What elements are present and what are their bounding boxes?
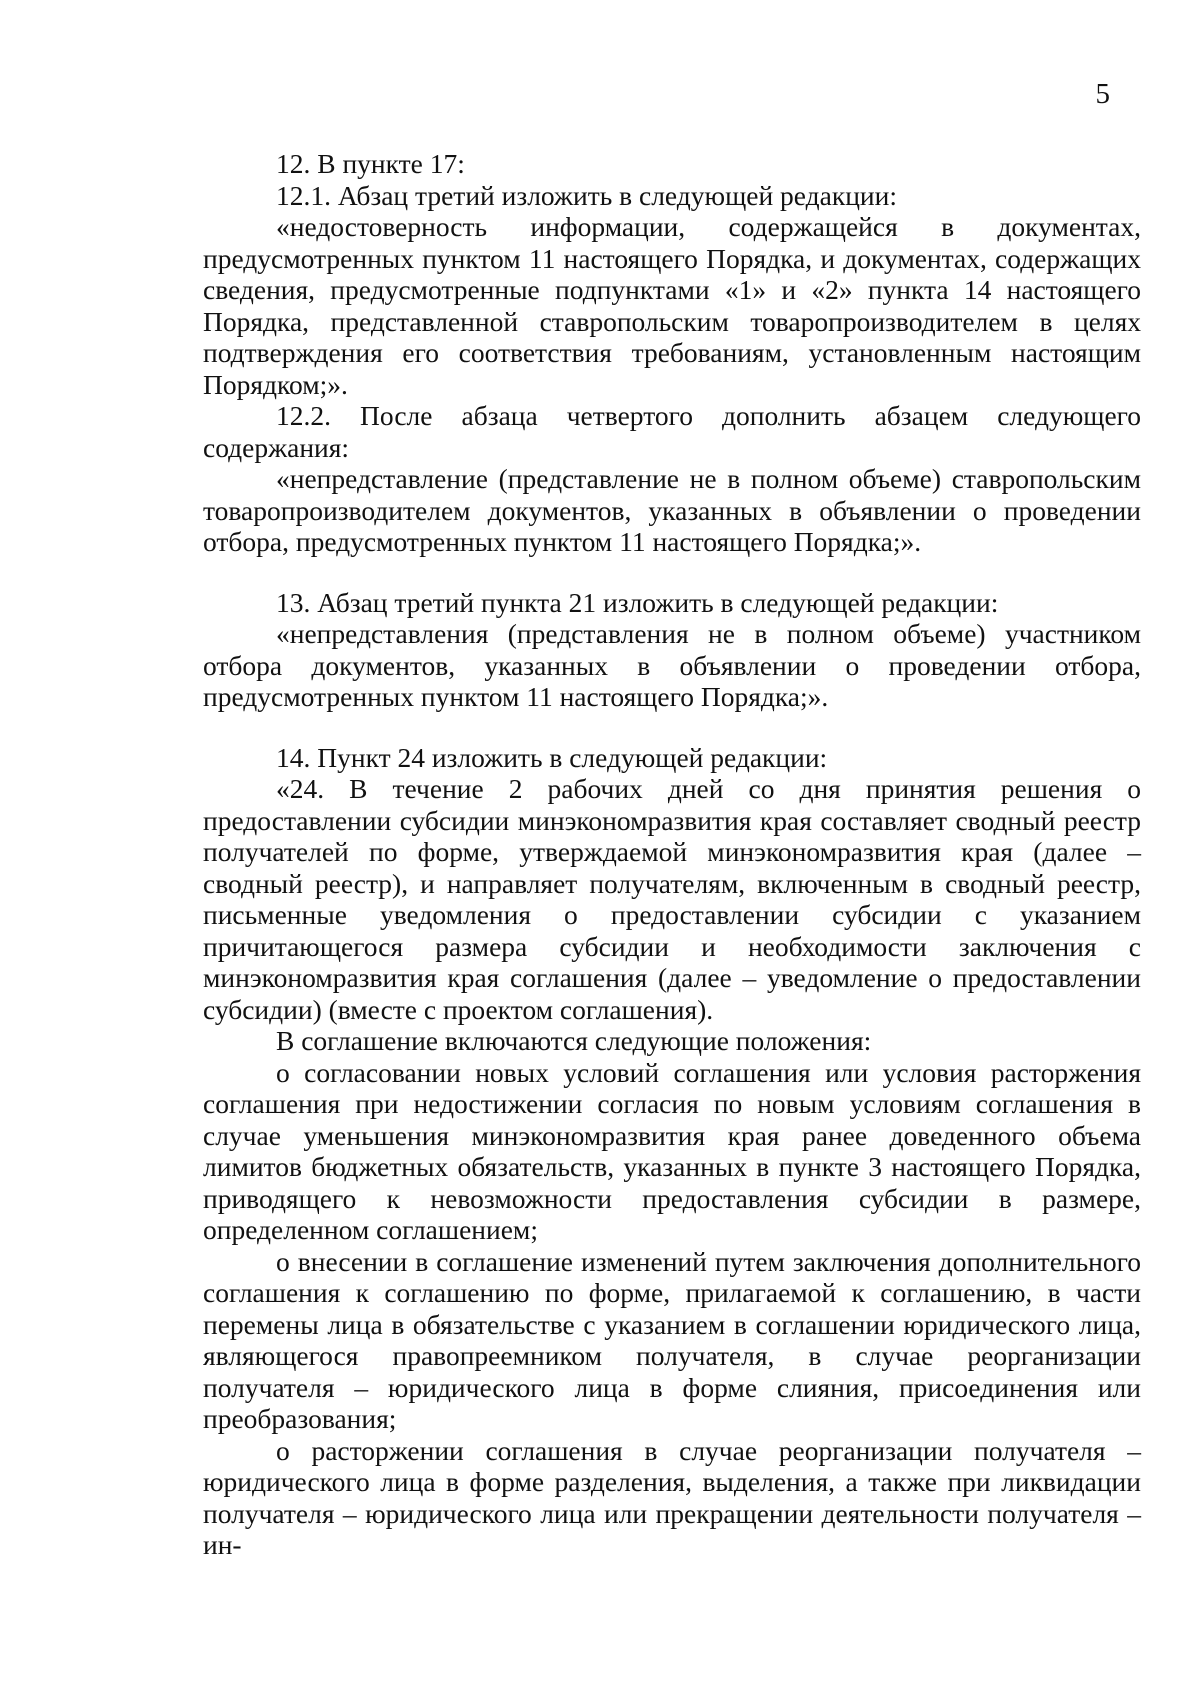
paragraph-quote-13: «непредставления (представления не в полном объеме) участником отбора документов, указанных в объявлении о проведении отбора, предусмотренных пунктом 11 настоящего Порядка;».	[203, 618, 1141, 712]
page-number: 5	[1095, 78, 1110, 110]
paragraph-item-12: 12. В пункте 17:	[276, 148, 465, 179]
paragraph-quote-12-1: «недостоверность информации, содержащейся в документах, предусмотренных пунктом 11 настоящего Порядка, и документах, содержащих сведения, предусмотренные подпунктами «1» и «2» пункта 14 настоящего Порядка, представленной ставропольским товаропроизводителем в целях подтверждения его соответствия требованиям, установленным настоящим Порядком;».	[203, 211, 1141, 400]
paragraph-subitem-12-1: 12.1. Абзац третий изложить в следующей редакции:	[276, 179, 897, 211]
paragraph-agreement-clause-2: о внесении в соглашение изменений путем заключения дополнительного соглашения к соглашению по форме, прилагаемой к соглашению, в части перемены лица в обязательстве с указанием в соглашении юридического лица, являющегося правопреемником получателя, в случае реорганизации получателя – юридического лица в форме слияния, присоединения или преобразования;	[203, 1245, 1141, 1434]
paragraph-agreement-clause-1: о согласовании новых условий соглашения или условия расторжения соглашения при недостижении согласия по новым условиям соглашения в случае уменьшения минэкономразвития края ранее доведенного объема лимитов бюджетных обязательств, указанных в пункте 3 настоящего Порядка, приводящего к невозможности предоставления субсидии в размере, определенном соглашением;	[203, 1056, 1141, 1245]
paragraph-quote-12-2: «непредставление (представление не в полном объеме) ставропольским товаропроизводителем документов, указанных в объявлении о проведении отбора, предусмотренных пунктом 11 настоящего Порядка;».	[203, 463, 1141, 557]
paragraph-item-13: 13. Абзац третий пункта 21 изложить в следующей редакции:	[276, 586, 999, 618]
paragraph-agreement-intro: В соглашение включаются следующие положения:	[276, 1025, 872, 1056]
paragraph-subitem-12-2: 12.2. После абзаца четвертого дополнить абзацем следующего содержания:	[203, 400, 1141, 463]
paragraph-item-14: 14. Пункт 24 изложить в следующей редакции:	[276, 741, 828, 773]
document-body	[203, 148, 1141, 1561]
paragraph-agreement-clause-3: о расторжении соглашения в случае реорганизации получателя – юридического лица в форме разделения, выделения, а также при ликвидации получателя – юридического лица или прекращении деятельности получателя – ин-	[203, 1434, 1141, 1560]
paragraph-quote-14: «24. В течение 2 рабочих дней со дня принятия решения о предоставлении субсидии минэкономразвития края составляет сводный реестр получателей по форме, утверждаемой минэкономразвития края (далее – сводный реестр), и направляет получателям, включенным в сводный реестр, письменные уведомления о предоставлении субсидии с указанием причитающегося размера субсидии и необходимости заключения с минэкономразвития края соглашения (далее – уведомление о предоставлении субсидии) (вместе с проектом соглашения).	[203, 773, 1141, 1025]
